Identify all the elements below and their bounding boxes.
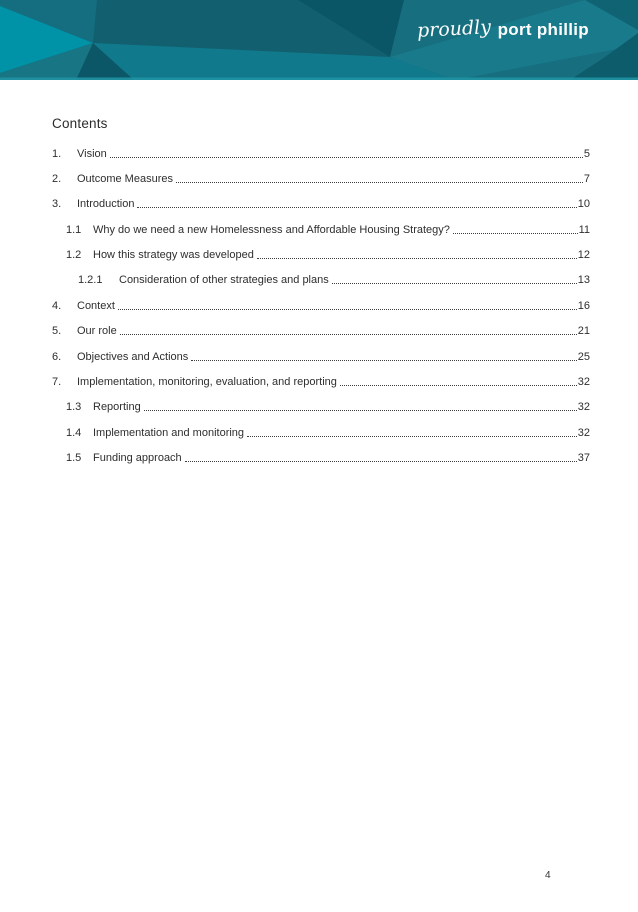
toc-entry-context[interactable] [52, 300, 590, 312]
toc-entry-page: 32 [577, 401, 590, 414]
toc-entry-title: Why do we need a new Homelessness and Affordable Housing Strategy? [93, 223, 450, 236]
toc-entry-page: 13 [577, 274, 590, 287]
toc-dot-leader [120, 334, 577, 335]
toc-dot-leader [118, 309, 577, 310]
toc-dot-leader [110, 157, 583, 158]
toc-entry-title: How this strategy was developed [93, 249, 254, 262]
toc-entry-implementation-and-monitoring[interactable] [52, 427, 590, 439]
toc-entry-objectives-and-actions[interactable] [52, 351, 590, 363]
toc-entry-why-new-strategy[interactable] [52, 224, 590, 236]
toc-entry-outcome-measures[interactable] [52, 173, 590, 185]
contents-section [52, 117, 590, 478]
toc-entry-page: 32 [577, 376, 590, 389]
footer-page-number: 4 [545, 870, 551, 881]
toc-entry-number: 3. [52, 198, 62, 211]
port-phillip-logo [417, 18, 589, 40]
toc-entry-number: 1. [52, 147, 62, 160]
toc-dot-leader [176, 182, 583, 183]
toc-entry-title: Consideration of other strategies and plans [119, 274, 329, 287]
toc-entry-number: 1.4 [66, 426, 82, 439]
header-banner [0, 0, 638, 80]
toc-entry-number: 6. [52, 350, 62, 363]
toc-entry-number: 4. [52, 299, 62, 312]
toc-entry-title: Context [77, 299, 115, 312]
toc-entry-funding-approach[interactable] [52, 452, 590, 464]
toc-entry-title: Reporting [93, 401, 141, 414]
toc-entry-page: 5 [583, 147, 590, 160]
toc-entry-title: Funding approach [93, 452, 182, 465]
toc-entry-number: 5. [52, 325, 62, 338]
toc-entry-title: Implementation, monitoring, evaluation, and reporting [77, 376, 337, 389]
toc-dot-leader [453, 233, 578, 234]
toc-entry-implementation-monitoring[interactable] [52, 376, 590, 388]
toc-entry-page: 12 [577, 249, 590, 262]
toc-dot-leader [257, 258, 577, 259]
toc-dot-leader [340, 385, 577, 386]
toc-entry-number: 1.3 [66, 401, 82, 414]
toc-entry-number: 1.2.1 [78, 274, 103, 287]
contents-heading: Contents [52, 116, 108, 131]
toc-entry-page: 25 [577, 350, 590, 363]
toc-dot-leader [247, 436, 577, 437]
toc-entry-reporting[interactable] [52, 401, 590, 413]
toc-entry-page: 32 [577, 426, 590, 439]
toc-dot-leader [332, 283, 577, 284]
toc-dot-leader [191, 360, 576, 361]
toc-entry-page: 11 [578, 223, 590, 236]
toc-entry-introduction[interactable] [52, 198, 590, 210]
toc-entry-title: Introduction [77, 198, 135, 211]
toc-dot-leader [185, 461, 577, 462]
toc-entry-page: 21 [577, 325, 590, 338]
banner-polygon-art [0, 0, 638, 80]
toc-entry-number: 1.5 [66, 452, 82, 465]
logo-brand-word: port phillip [497, 20, 589, 39]
toc-entry-page: 16 [577, 299, 590, 312]
toc-entry-title: Outcome Measures [77, 172, 173, 185]
toc-entry-number: 1.1 [66, 223, 82, 236]
toc-entry-title: Our role [77, 325, 117, 338]
toc-entry-page: 7 [583, 172, 590, 185]
toc-entry-vision[interactable] [52, 148, 590, 160]
toc-entry-consideration-other-strategies[interactable] [52, 274, 590, 286]
toc-entry-title: Objectives and Actions [77, 350, 189, 363]
toc-entry-page: 37 [577, 452, 590, 465]
toc-entry-title: Implementation and monitoring [93, 426, 245, 439]
toc-entry-how-strategy-developed[interactable] [52, 249, 590, 261]
toc-entry-number: 2. [52, 172, 62, 185]
toc-entry-number: 1.2 [66, 249, 82, 262]
table-of-contents [52, 148, 590, 465]
toc-entry-page: 10 [577, 198, 590, 211]
logo-script-word: proudly [416, 16, 492, 42]
toc-entry-our-role[interactable] [52, 325, 590, 337]
toc-dot-leader [144, 410, 577, 411]
toc-entry-number: 7. [52, 376, 62, 389]
toc-dot-leader [137, 207, 576, 208]
toc-entry-title: Vision [77, 147, 107, 160]
